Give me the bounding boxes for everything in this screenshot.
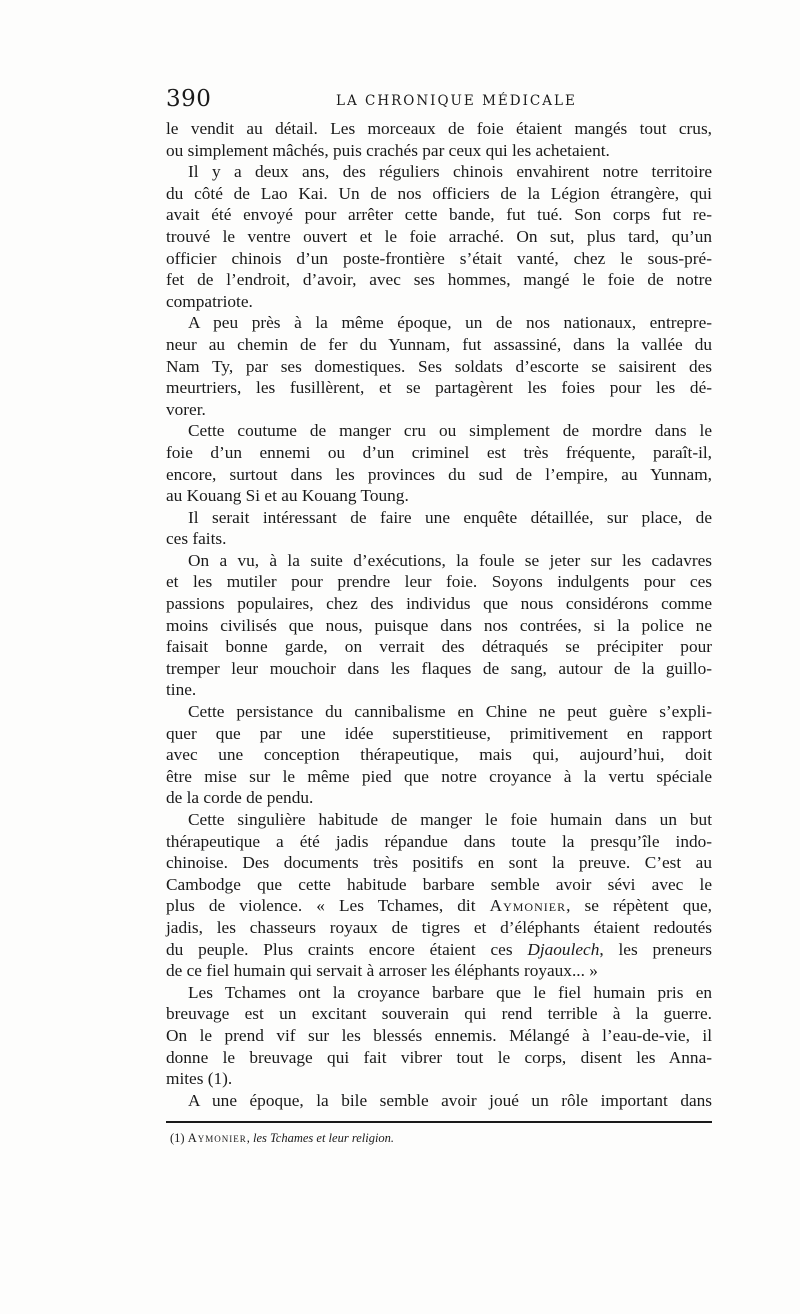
text-line-content: au Kouang Si et au Kouang Toung. (166, 486, 409, 506)
text-line-content: breuvage est un excitant souverain qui rend terrible à la guerre. (166, 1004, 712, 1024)
footnote (170, 1131, 394, 1146)
text-line (166, 939, 712, 961)
text-line (166, 399, 712, 421)
text-line (166, 507, 712, 529)
text-line (166, 485, 712, 507)
text-line-content: de ce fiel humain qui servait à arroser les éléphants royaux... » (166, 961, 598, 981)
text-line-content: tremper leur mouchoir dans les flaques de sang, autour de la guillo- (166, 658, 712, 678)
text-line-content: A peu près à la même époque, un de nos nationaux, entrepre- (188, 313, 712, 333)
footnote-author: Aymonier (187, 1131, 247, 1145)
text-line (166, 377, 712, 399)
italic-term: Djaoulech (527, 939, 600, 959)
text-line-content: passions populaires, chez des individus que nous considérons comme (166, 594, 712, 614)
text-line-content: de la corde de pendu. (166, 788, 314, 808)
text-line-content: avait été envoyé pour arrêter cette bande, fut tué. Son corps fut re- (166, 205, 712, 225)
text-line (166, 658, 712, 680)
text-line-content: ou simplement mâchés, puis crachés par ceux qui les achetaient. (166, 140, 610, 160)
text-line-content: Il serait intéressant de faire une enquête détaillée, sur place, de (188, 507, 712, 527)
text-line (166, 852, 712, 874)
text-line (166, 636, 712, 658)
text-line-content: fet de l’endroit, d’avoir, avec ses hommes, mangé le foie de notre (166, 270, 712, 290)
text-line-content: Nam Ty, par ses domestiques. Ses soldats d’escorte se saisirent des (166, 356, 712, 376)
text-line (166, 917, 712, 939)
text-line (166, 723, 712, 745)
text-line (166, 118, 712, 140)
text-line (166, 571, 712, 593)
text-line-content: jadis, les chasseurs royaux de tigres et d’éléphants étaient redoutés (166, 917, 712, 937)
text-line (166, 161, 712, 183)
text-line-tail: , les preneurs (599, 939, 712, 959)
text-line (166, 464, 712, 486)
text-line-content: A une époque, la bile semble avoir joué un rôle important dans (188, 1090, 712, 1110)
text-line (166, 615, 712, 637)
text-line-content: ces faits. (166, 529, 227, 549)
text-line-content: compatriote. (166, 291, 253, 311)
text-line (166, 312, 712, 334)
footnote-comma: , (246, 1131, 253, 1145)
text-line (166, 248, 712, 270)
text-line-content: trouvé le ventre ouvert et le foie arraché. On sut, plus tard, qu’un (166, 226, 712, 246)
text-line-content: Les Tchames ont la croyance barbare que le fiel humain pris en (188, 982, 712, 1002)
text-line (166, 787, 712, 809)
text-line-content: plus de violence. « Les Tchames, dit (166, 896, 490, 916)
text-line-content: le vendit au détail. Les morceaux de foie étaient mangés tout crus, (166, 119, 712, 138)
text-line (166, 334, 712, 356)
text-line (166, 701, 712, 723)
text-line (166, 960, 712, 982)
text-line (166, 679, 712, 701)
text-line-content: mites (1). (166, 1069, 233, 1089)
text-line-content: du peuple. Plus craints encore étaient ces (166, 939, 528, 959)
footnote-rule (166, 1121, 712, 1123)
text-line (166, 744, 712, 766)
text-line (166, 982, 712, 1004)
text-line-content: Cette singulière habitude de manger le foie humain dans un but (188, 810, 712, 829)
text-line (166, 356, 712, 378)
footnote-marker: (1) (170, 1131, 185, 1145)
text-line-content: Cambodge que cette habitude barbare semble avoir sévi avec le (166, 874, 712, 894)
author-name: Aymonier (489, 896, 567, 916)
text-line-content: être mise sur le même pied que notre croyance à la vertu spéciale (166, 766, 712, 786)
text-line (166, 1068, 712, 1090)
text-line (166, 204, 712, 226)
text-line-content: foie d’un ennemi ou d’un criminel est très fréquente, paraît-il, (166, 442, 712, 462)
text-line-content: du côté de Lao Kai. Un de nos officiers de la Légion étrangère, qui (166, 183, 712, 203)
text-line-content: encore, surtout dans les provinces du sud de l’empire, au Yunnam, (166, 464, 712, 484)
text-line-content: On le prend vif sur les blessés ennemis. Mélangé à l’eau-de-vie, il (166, 1025, 712, 1045)
text-line-content: faisait bonne garde, on verrait des détraqués se précipiter pour (166, 637, 712, 657)
text-line (166, 1090, 712, 1112)
text-line (166, 831, 712, 853)
text-line (166, 550, 712, 572)
text-line-content: quer que par une idée superstitieuse, primitivement en rapport (166, 723, 712, 743)
running-title: LA CHRONIQUE MÉDICALE (336, 93, 577, 109)
text-line-content: tine. (166, 680, 197, 700)
body-text (166, 118, 712, 1111)
text-line (166, 1003, 712, 1025)
text-line (166, 528, 712, 550)
text-line (166, 593, 712, 615)
text-line (166, 183, 712, 205)
text-line (166, 291, 712, 313)
text-line-tail: , se répètent que, (566, 896, 712, 916)
text-line (166, 1047, 712, 1069)
text-line (166, 226, 712, 248)
text-line-content: et les mutiler pour prendre leur foie. Soyons indulgents pour ces (166, 572, 712, 592)
page-header (166, 86, 712, 116)
text-line (166, 766, 712, 788)
text-line-content: thérapeutique a été jadis répandue dans toute la presqu’île indo- (166, 831, 712, 851)
text-line (166, 1025, 712, 1047)
text-line (166, 809, 712, 831)
text-line-content: avec une conception thérapeutique, mais qui, aujourd’hui, doit (166, 745, 712, 765)
text-line-content: neur au chemin de fer du Yunnam, fut assassiné, dans la vallée du (166, 334, 712, 354)
text-line-content: meurtriers, les fusillèrent, et se partagèrent les foies pour les dé- (166, 378, 712, 398)
text-line-content: Cette persistance du cannibalisme en Chine ne peut guère s’expli- (188, 702, 712, 722)
text-line-content: Il y a deux ans, des réguliers chinois envahirent notre territoire (188, 162, 712, 182)
text-line (166, 420, 712, 442)
page-number: 390 (166, 86, 212, 112)
text-line (166, 140, 712, 162)
text-line-content: donne le breuvage qui fait vibrer tout le corps, disent les Anna- (166, 1047, 712, 1067)
text-line-content: officier chinois d’un poste-frontière s’était vanté, chez le sous-pré- (166, 248, 712, 268)
text-line-content: On a vu, à la suite d’exécutions, la foule se jeter sur les cadavres (188, 550, 712, 570)
text-line (166, 895, 712, 917)
text-line (166, 269, 712, 291)
text-line (166, 874, 712, 896)
text-line-content: Cette coutume de manger cru ou simplement de mordre dans le (188, 421, 712, 441)
footnote-title: les Tchames et leur religion. (252, 1131, 395, 1145)
text-line-content: vorer. (166, 399, 206, 419)
text-line-content: chinoise. Des documents très positifs en sont la preuve. C’est au (166, 853, 712, 873)
text-line-content: moins civilisés que nous, puisque dans nos contrées, si la police ne (166, 615, 712, 635)
text-line (166, 442, 712, 464)
